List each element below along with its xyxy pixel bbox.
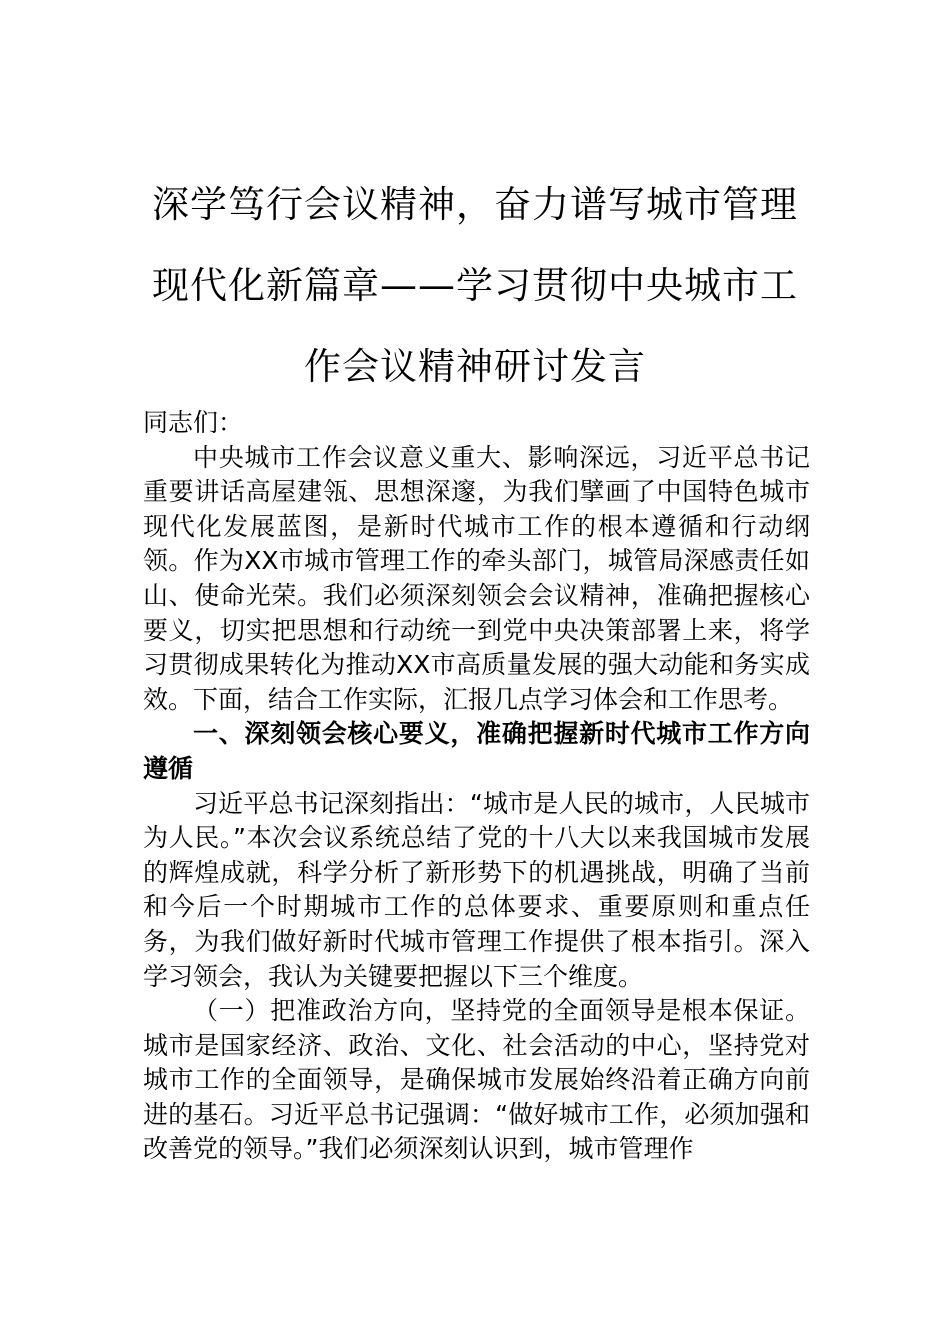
section-heading-1: 一、深刻领会核心要义，准确把握新时代城市工作方向遵循 <box>143 719 810 783</box>
document-body <box>143 406 810 1167</box>
section-paragraph-1: 习近平总书记深刻指出：“城市是人民的城市，人民城市为人民。”本次会议系统总结了党的十八大以来我国城市发展的辉煌成就，科学分析了新形势下的机遇挑战，明确了当前和今后一个时期城市工作的总体要求、重要原则和重点任务，为我们做好新时代城市管理工作提供了根本指引。深入学习领会，我认为关键要把握以下三个维度。 <box>143 788 810 991</box>
document-title: 深学笃行会议精神，奋力谱写城市管理现代化新篇章——学习贯彻中央城市工作会议精神研讨发言 <box>152 183 798 388</box>
salutation: 同志们： <box>143 408 244 437</box>
subsection-paragraph-1: （一）把准政治方向，坚持党的全面领导是根本保证。城市是国家经济、政治、文化、社会活动的中心，坚持党对城市工作的全面领导，是确保城市发展始终沿着正确方向前进的基石。习近平总书记强调：“做好城市工作，必须加强和改善党的领导。”我们必须深刻认识到，城市管理作 <box>143 996 810 1164</box>
intro-paragraph: 中央城市工作会议意义重大、影响深远，习近平总书记重要讲话高屋建瓴、思想深邃，为我们擘画了中国特色城市现代化发展蓝图，是新时代城市工作的根本遵循和行动纲领。作为XX市城市管理工作的牵头部门，城管局深感责任如山、使命光荣。我们必须深刻领会会议精神，准确把握核心要义，切实把思想和行动统一到党中央决策部署上来，将学习贯彻成果转化为推动XX市高质量发展的强大动能和务实成效。下面，结合工作实际，汇报几点学习体会和工作思考。 <box>143 442 810 714</box>
